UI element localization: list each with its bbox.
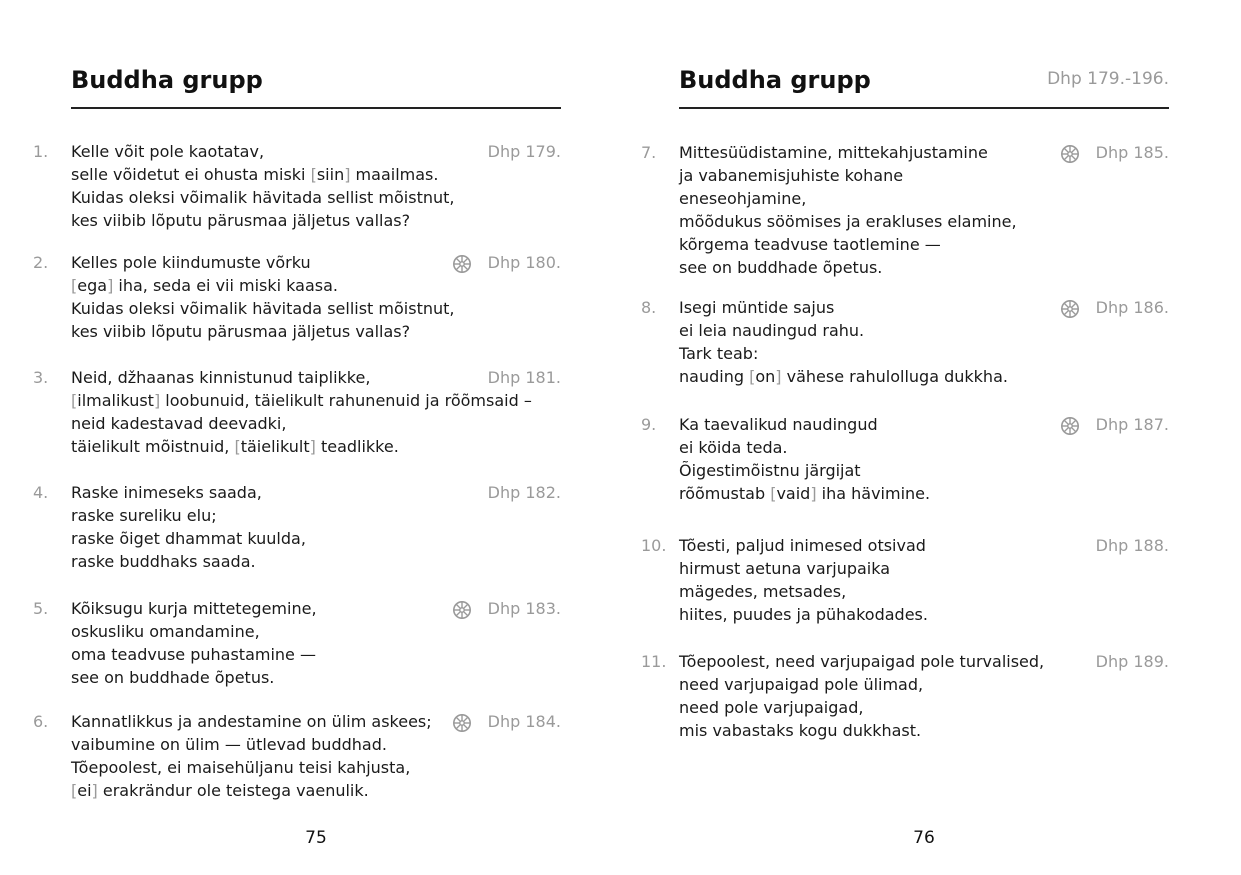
verse-line: oma teadvuse puhastamine — [71, 645, 316, 664]
right-page-number: 76 [913, 828, 935, 848]
verse-line: Isegi müntide sajus [679, 298, 835, 317]
verse-line: Kuidas oleksi võimalik hävitada sellist mõistnut, [71, 299, 455, 318]
verse-text [71, 140, 454, 232]
verse-line: need pole varjupaigad, [679, 698, 864, 717]
verse-number: 3. [33, 368, 49, 387]
verse-line: Tõepoolest, ei maisehüljanu teisi kahjusta, [71, 758, 411, 777]
verse-line: ei köida teda. [679, 438, 788, 457]
verse-line: täielikult mõistnuid, [täielikult] teadlikke. [71, 437, 399, 456]
verse-line: Kõiksugu kurja mittetegemine, [71, 599, 317, 618]
left-page-number: 75 [305, 828, 327, 848]
verse-text [679, 650, 1044, 742]
verse-text [71, 597, 317, 689]
verse-number: 8. [641, 298, 657, 317]
verse-line: [ei] erakrändur ole teistega vaenulik. [71, 781, 369, 800]
dharma-wheel-icon [452, 600, 472, 620]
verse-number: 2. [33, 253, 49, 272]
dharma-wheel-icon [452, 254, 472, 274]
verse-text [679, 534, 928, 626]
verse-line: [ilmalikust] loobunuid, täielikult rahunenuid ja rõõmsaid – [71, 391, 532, 410]
verse-reference: Dhp 186. [1095, 298, 1169, 317]
verse-line: eneseohjamine, [679, 189, 807, 208]
verse-reference: Dhp 185. [1095, 143, 1169, 162]
verse-line: [ega] iha, seda ei vii miski kaasa. [71, 276, 338, 295]
verse-line: Neid, džhaanas kinnistunud taiplikke, [71, 368, 371, 387]
verse-line: see on buddhade õpetus. [71, 668, 275, 687]
verse-line: mägedes, metsades, [679, 582, 847, 601]
right-title-rule [679, 107, 1169, 109]
verse-line: raske buddhaks saada. [71, 552, 256, 571]
verse-reference: Dhp 183. [487, 599, 561, 618]
verse-line: Raske inimeseks saada, [71, 483, 262, 502]
verse-line: need varjupaigad pole ülimad, [679, 675, 924, 694]
verse-text [679, 141, 1017, 279]
verse-reference: Dhp 189. [1095, 652, 1169, 671]
verse-line: Kuidas oleksi võimalik hävitada sellist mõistnut, [71, 188, 455, 207]
verse-line: vaibumine on ülim — ütlevad buddhad. [71, 735, 387, 754]
verse-line: hirmust aetuna varjupaika [679, 559, 891, 578]
verse-line: kes viibib lõputu pärusmaa jäljetus vallas? [71, 322, 411, 341]
verse-line: Kelles pole kiindumuste võrku [71, 253, 311, 272]
verse-line: raske sureliku elu; [71, 506, 217, 525]
left-title-rule [71, 107, 561, 109]
verse-line: hiites, puudes ja pühakodades. [679, 605, 928, 624]
left-page-title: Buddha grupp [71, 66, 263, 94]
dharma-wheel-icon [1060, 299, 1080, 319]
verse-text [679, 296, 1008, 388]
verse-number: 7. [641, 143, 657, 162]
verse-text [71, 481, 306, 573]
verse-line: Kannatlikkus ja andestamine on ülim askees; [71, 712, 432, 731]
verse-line: Õigestimõistnu järgijat [679, 461, 861, 480]
verse-number: 10. [641, 536, 667, 555]
verse-reference: Dhp 179. [487, 142, 561, 161]
verse-line: Tark teab: [679, 344, 759, 363]
verse-line: nauding [on] vähese rahulolluga dukkha. [679, 367, 1008, 386]
verse-line: kes viibib lõputu pärusmaa jäljetus vallas? [71, 211, 411, 230]
verse-line: ei leia naudingud rahu. [679, 321, 865, 340]
verse-reference: Dhp 187. [1095, 415, 1169, 434]
verse-line: Mittesüüdistamine, mittekahjustamine [679, 143, 988, 162]
verse-line: Ka taevalikud naudingud [679, 415, 878, 434]
verse-number: 4. [33, 483, 49, 502]
verse-line: raske õiget dhammat kuulda, [71, 529, 306, 548]
verse-reference: Dhp 184. [487, 712, 561, 731]
verse-number: 6. [33, 712, 49, 731]
verse-line: Tõepoolest, need varjupaigad pole turvalised, [679, 652, 1045, 671]
verse-line: mõõdukus söömises ja erakluses elamine, [679, 212, 1017, 231]
verse-number: 11. [641, 652, 667, 671]
verse-reference: Dhp 182. [487, 483, 561, 502]
verse-reference: Dhp 188. [1095, 536, 1169, 555]
verse-line: mis vabastaks kogu dukkhast. [679, 721, 922, 740]
verse-line: kõrgema teadvuse taotlemine — [679, 235, 941, 254]
verse-line: selle võidetut ei ohusta miski [siin] maailmas. [71, 165, 439, 184]
verse-number: 5. [33, 599, 49, 618]
verse-line: ja vabanemisjuhiste kohane [679, 166, 904, 185]
verse-line: rõõmustab [vaid] iha hävimine. [679, 484, 931, 503]
dharma-wheel-icon [452, 713, 472, 733]
verse-line: neid kadestavad deevadki, [71, 414, 287, 433]
verse-text [679, 413, 930, 505]
verse-text [71, 251, 454, 343]
verse-reference: Dhp 180. [487, 253, 561, 272]
right-page-title: Buddha grupp [679, 66, 871, 94]
verse-number: 9. [641, 415, 657, 434]
dharma-wheel-icon [1060, 416, 1080, 436]
verse-line: Kelle võit pole kaotatav, [71, 142, 265, 161]
verse-text [71, 710, 432, 802]
dharma-wheel-icon [1060, 144, 1080, 164]
right-header-ref: Dhp 179.-196. [1047, 69, 1169, 89]
verse-line: Tõesti, paljud inimesed otsivad [679, 536, 926, 555]
verse-line: oskusliku omandamine, [71, 622, 260, 641]
verse-line: see on buddhade õpetus. [679, 258, 883, 277]
verse-number: 1. [33, 142, 49, 161]
verse-reference: Dhp 181. [487, 368, 561, 387]
